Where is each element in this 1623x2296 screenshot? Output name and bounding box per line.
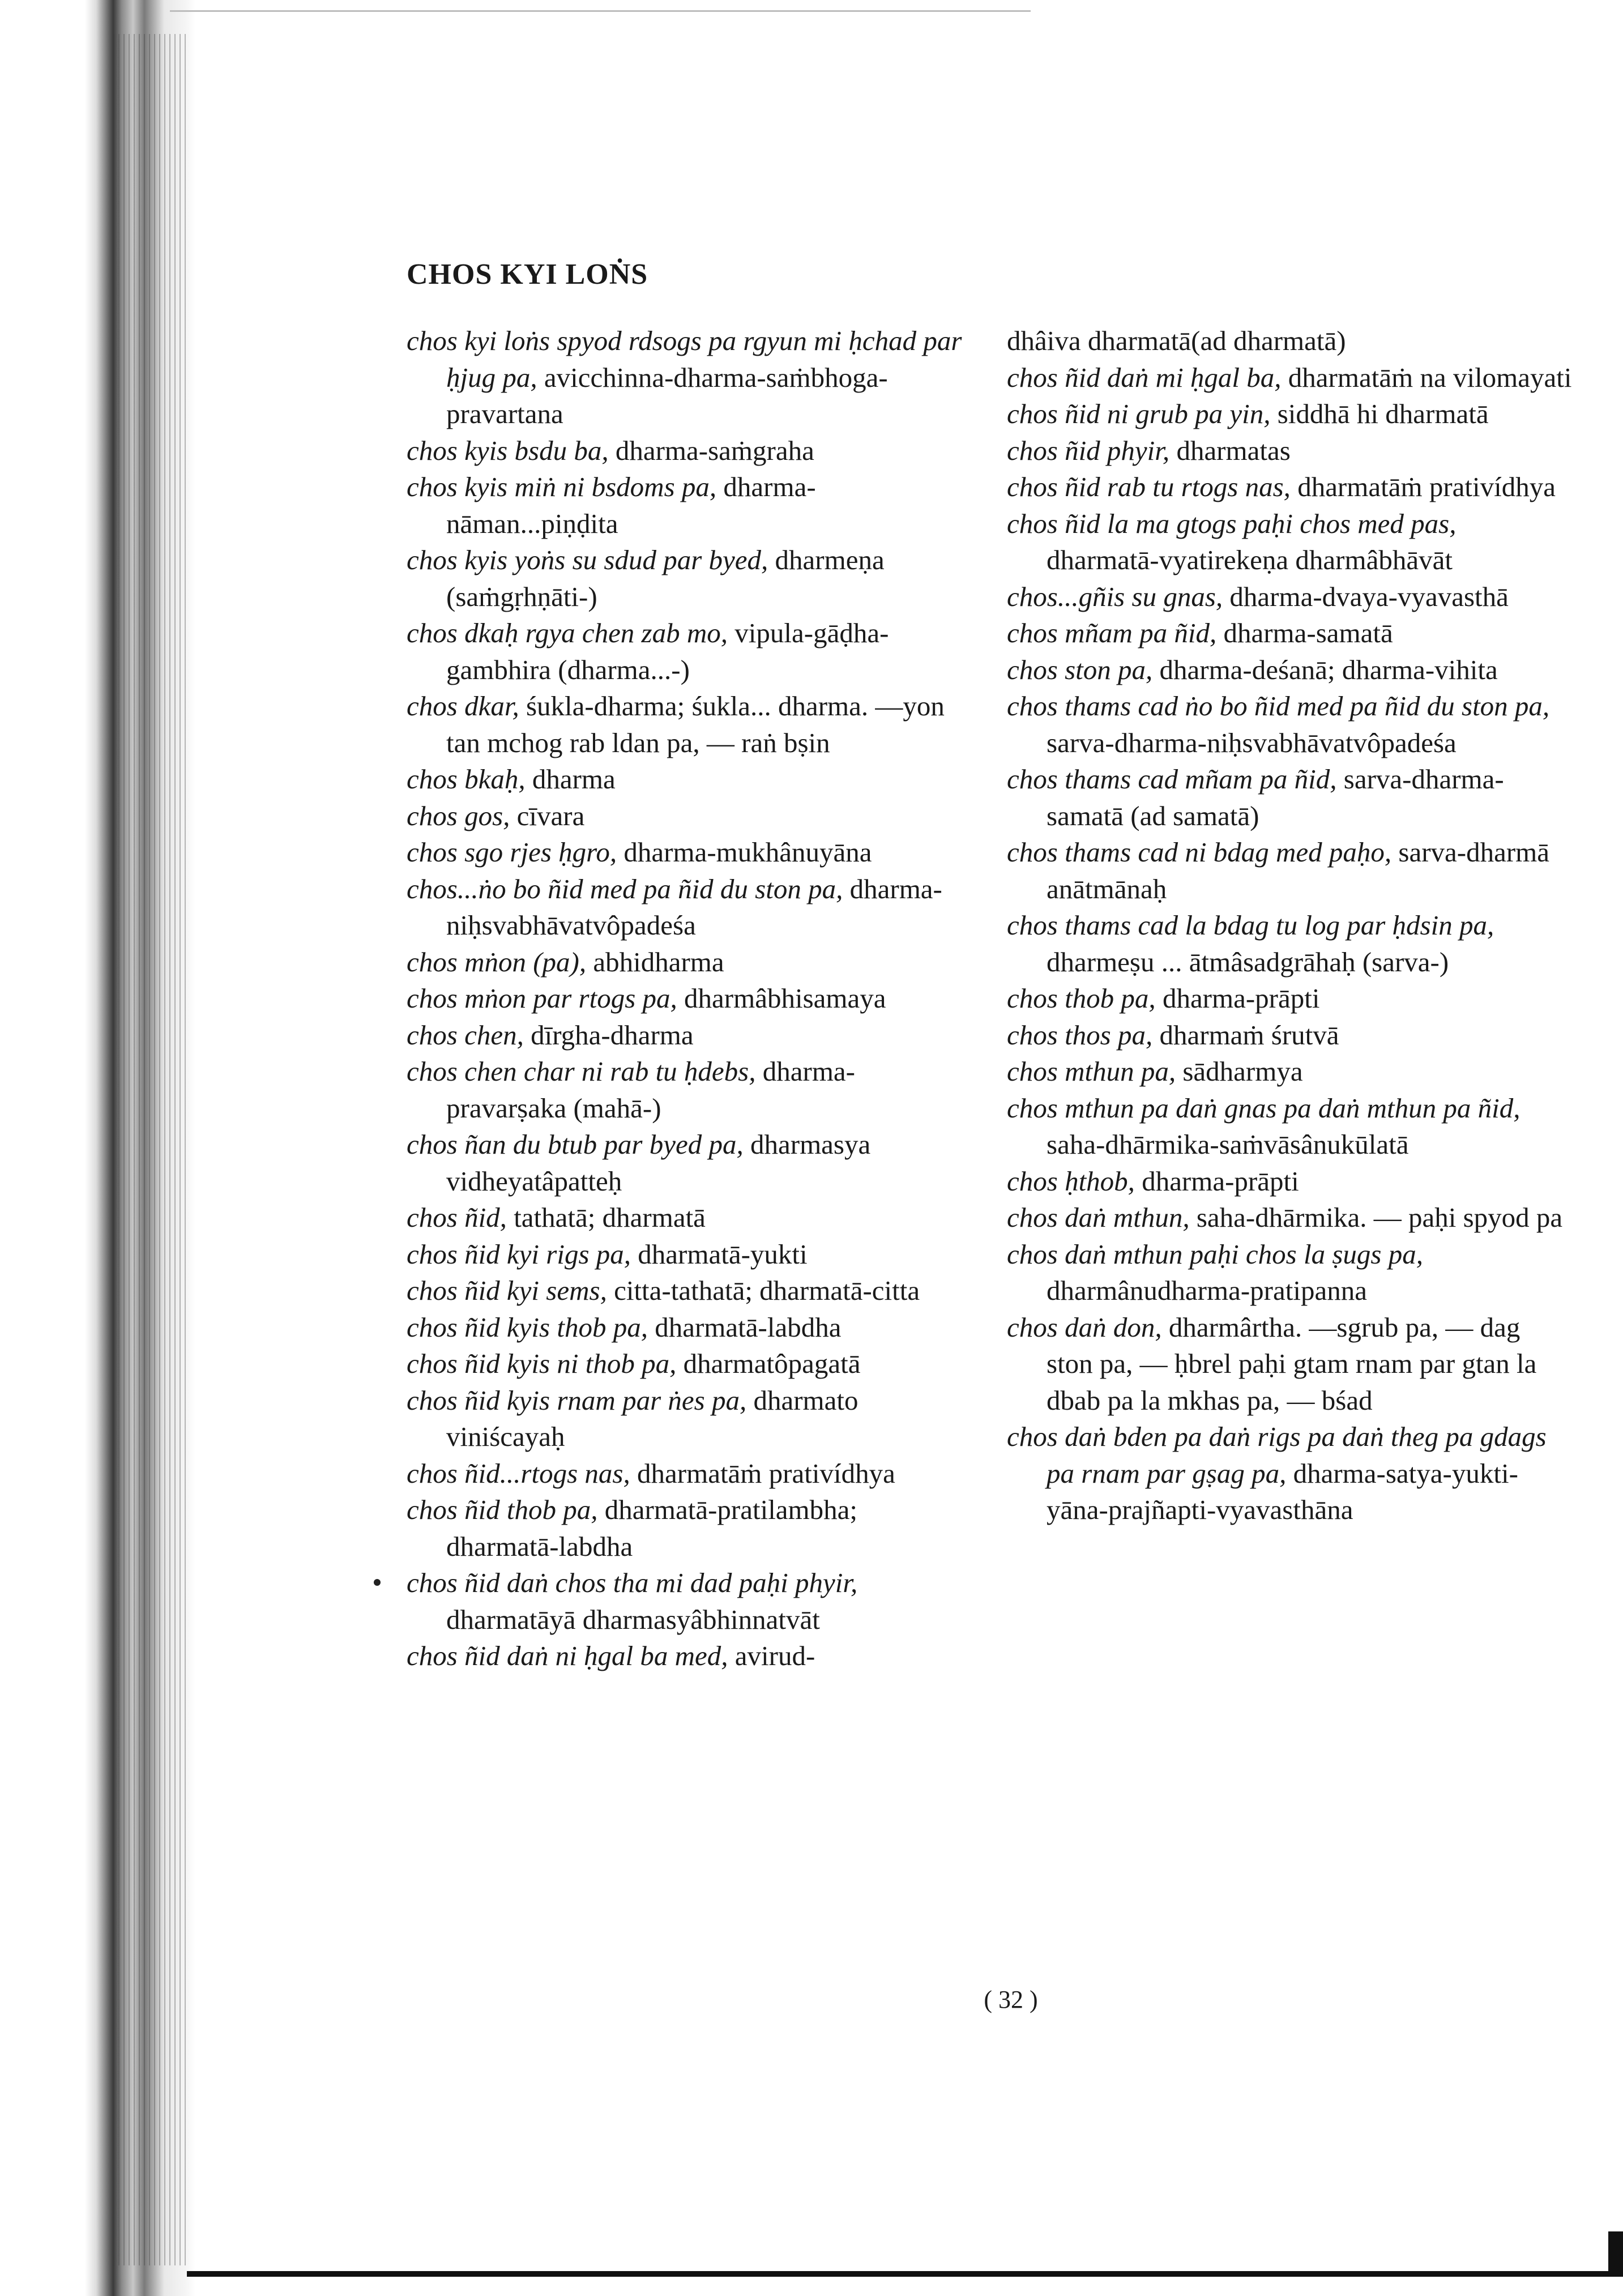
sanskrit-equivalent: dharma-niḥsvabhāvatvôpadeśa bbox=[446, 873, 942, 941]
tibetan-term: chos ḥthob, bbox=[1007, 1165, 1135, 1197]
dictionary-entry bbox=[1007, 1053, 1573, 1090]
dictionary-entry bbox=[407, 469, 973, 542]
tibetan-term: chos kyis miṅ ni bsdoms pa, bbox=[407, 471, 717, 502]
dictionary-entry bbox=[407, 433, 973, 470]
sanskrit-equivalent: dharmatā-pratilambha; dharmatā-labdha bbox=[446, 1494, 858, 1562]
sanskrit-equivalent: dharmatas bbox=[1176, 434, 1291, 466]
sanskrit-equivalent: dharma-pravarṣaka (mahā-) bbox=[446, 1056, 855, 1124]
sanskrit-equivalent: dharma-nāman...piṇḍita bbox=[446, 471, 816, 539]
tibetan-term: chos ñid kyi rigs pa, bbox=[407, 1238, 631, 1270]
dictionary-entry bbox=[407, 1492, 973, 1565]
dictionary-entry bbox=[1007, 1163, 1573, 1200]
tibetan-term: chos thams cad ni bdag med paḥo, bbox=[1007, 837, 1392, 868]
sanskrit-equivalent: dharma-dvaya-vyavasthā bbox=[1229, 581, 1509, 612]
tibetan-term: chos...gñis su gnas, bbox=[1007, 581, 1223, 612]
tibetan-term: chos dkar, bbox=[407, 690, 519, 722]
dictionary-entry bbox=[407, 1200, 973, 1236]
margin-dot bbox=[374, 1579, 381, 1586]
tibetan-term: chos daṅ don, bbox=[1007, 1311, 1162, 1343]
dictionary-entry bbox=[407, 1456, 973, 1492]
dictionary-entry bbox=[407, 615, 973, 688]
sanskrit-equivalent: dhâiva dharmatā(ad dharmatā) bbox=[1007, 325, 1346, 356]
dictionary-entry bbox=[407, 323, 973, 433]
tibetan-term: chos ñid thob pa, bbox=[407, 1494, 598, 1525]
tibetan-term: chos ñid kyis rnam par ṅes pa, bbox=[407, 1384, 747, 1416]
dictionary-entry bbox=[1007, 433, 1573, 470]
dictionary-entry bbox=[407, 688, 973, 761]
tibetan-term: chos daṅ bden pa daṅ rigs pa daṅ theg pa gdags pa rnam par gṣag pa, bbox=[1007, 1421, 1547, 1489]
corner-mark bbox=[1608, 2231, 1623, 2271]
dictionary-entry bbox=[1007, 1017, 1573, 1054]
page-heading: CHOS KYI LOṄS bbox=[407, 258, 648, 291]
sanskrit-equivalent: dharmaṁ śrutvā bbox=[1159, 1019, 1339, 1051]
sanskrit-equivalent: dharma-satya-yukti-yāna-prajñapti-vyavasthāna bbox=[1047, 1457, 1518, 1525]
dictionary-entry bbox=[407, 1638, 973, 1675]
sanskrit-equivalent: dharmâbhisamaya bbox=[684, 983, 886, 1014]
sanskrit-equivalent: dharmato viniścayaḥ bbox=[446, 1384, 859, 1452]
tibetan-term: chos daṅ mthun, bbox=[1007, 1202, 1190, 1233]
tibetan-term: chos ñid kyis ni thob pa, bbox=[407, 1348, 677, 1379]
sanskrit-equivalent: dharma-prāpti bbox=[1142, 1165, 1299, 1197]
tibetan-term: chos ñid daṅ mi ḥgal ba, bbox=[1007, 361, 1282, 393]
sanskrit-equivalent: vipula-gāḍha-gambhira (dharma...-) bbox=[446, 617, 889, 685]
sanskrit-equivalent: abhidharma bbox=[593, 946, 724, 978]
dictionary-entry bbox=[1007, 980, 1573, 1017]
left-column bbox=[407, 323, 973, 1675]
tibetan-term: chos ñid rab tu rtogs nas, bbox=[1007, 471, 1291, 502]
tibetan-term: chos mthun pa daṅ gnas pa daṅ mthun pa ñid, bbox=[1007, 1092, 1521, 1124]
dictionary-entry bbox=[407, 871, 973, 944]
sanskrit-equivalent: dharma-prāpti bbox=[1162, 983, 1320, 1014]
tibetan-term: chos...ṅo bo ñid med pa ñid du ston pa, bbox=[407, 873, 843, 904]
tibetan-term: chos ñan du btub par byed pa, bbox=[407, 1129, 744, 1160]
sanskrit-equivalent: sarva-dharmā anātmānaḥ bbox=[1047, 837, 1550, 904]
dictionary-entry bbox=[1007, 615, 1573, 652]
dictionary-entry bbox=[407, 1273, 973, 1309]
dictionary-entry bbox=[407, 1126, 973, 1200]
right-column bbox=[1007, 323, 1573, 1529]
tibetan-term: chos ñid kyi sems, bbox=[407, 1275, 607, 1306]
dictionary-entry bbox=[407, 798, 973, 835]
dictionary-entry bbox=[407, 1053, 973, 1126]
tibetan-term: chos gos, bbox=[407, 800, 510, 831]
tibetan-term: chos thams cad la bdag tu log par ḥdsin pa, bbox=[1007, 910, 1494, 941]
dictionary-entry bbox=[1007, 652, 1573, 689]
dictionary-entry bbox=[407, 1309, 973, 1346]
sanskrit-equivalent: dharmatôpagatā bbox=[683, 1348, 861, 1379]
tibetan-term: chos kyis bsdu ba, bbox=[407, 434, 609, 466]
sanskrit-equivalent: dharma-saṁgraha bbox=[615, 434, 814, 466]
tibetan-term: chos ñid daṅ chos tha mi dad paḥi phyir, bbox=[407, 1567, 858, 1598]
tibetan-term: chos kyis yoṅs su sdud par byed, bbox=[407, 544, 768, 575]
dictionary-entry bbox=[1007, 506, 1573, 579]
dictionary-entry bbox=[1007, 1090, 1573, 1163]
sanskrit-equivalent: dharmatā-vyatirekeṇa dharmâbhāvāt bbox=[1047, 544, 1453, 575]
sanskrit-equivalent: dharmasya vidheyatâpatteḥ bbox=[446, 1129, 871, 1197]
sanskrit-equivalent: tathatā; dharmatā bbox=[514, 1202, 706, 1233]
tibetan-term: chos kyi loṅs spyod rdsogs pa rgyun mi ḥchad par ḥjug pa, bbox=[407, 325, 962, 393]
sanskrit-equivalent: saha-dhārmika. — paḥi spyod pa bbox=[1196, 1202, 1563, 1233]
tibetan-term: chos mṅon par rtogs pa, bbox=[407, 983, 677, 1014]
page-edges bbox=[113, 34, 187, 2265]
sanskrit-equivalent: dharmatāṁ prativídhya bbox=[637, 1457, 895, 1489]
dictionary-entry bbox=[407, 1017, 973, 1054]
tibetan-term: chos dkaḥ rgya chen zab mo, bbox=[407, 617, 728, 648]
sanskrit-equivalent: sarva-dharma-niḥsvabhāvatvôpadeśa bbox=[1047, 727, 1457, 758]
sanskrit-equivalent: avirud- bbox=[734, 1640, 815, 1671]
tibetan-term: chos ñid la ma gtogs paḥi chos med pas, bbox=[1007, 507, 1457, 539]
sanskrit-equivalent: sādharmya bbox=[1182, 1056, 1303, 1087]
sanskrit-equivalent: dharmeṇa (saṁgṛhṇāti-) bbox=[446, 544, 885, 612]
tibetan-term: chos ston pa, bbox=[1007, 654, 1153, 685]
dictionary-entry bbox=[1007, 761, 1573, 834]
sanskrit-equivalent: śukla-dharma; śukla... dharma. —yon tan mchog rab ldan pa, — raṅ bṣin bbox=[446, 690, 945, 758]
tibetan-term: chos ñid...rtogs nas, bbox=[407, 1457, 630, 1489]
dictionary-entry bbox=[1007, 396, 1573, 433]
dictionary-entry bbox=[1007, 469, 1573, 506]
top-page-edge bbox=[170, 10, 1031, 12]
tibetan-term: chos chen, bbox=[407, 1019, 524, 1051]
tibetan-term: chos ñid kyis thob pa, bbox=[407, 1311, 648, 1343]
sanskrit-equivalent: dharmeṣu ... ātmâsadgrāhaḥ (sarva-) bbox=[1047, 946, 1449, 978]
tibetan-term: chos mñam pa ñid, bbox=[1007, 617, 1217, 648]
sanskrit-equivalent: citta-tathatā; dharmatā-citta bbox=[614, 1275, 920, 1306]
sanskrit-equivalent: dīrgha-dharma bbox=[531, 1019, 694, 1051]
dictionary-entry bbox=[1007, 579, 1573, 616]
tibetan-term: chos ñid, bbox=[407, 1202, 507, 1233]
dictionary-entry bbox=[407, 1382, 973, 1456]
page-number: ( 32 ) bbox=[984, 1986, 1038, 2013]
tibetan-term: chos ñid daṅ ni ḥgal ba med, bbox=[407, 1640, 728, 1671]
tibetan-term: chos chen char ni rab tu ḥdebs, bbox=[407, 1056, 756, 1087]
tibetan-term: chos mṅon (pa), bbox=[407, 946, 587, 978]
tibetan-term: chos thob pa, bbox=[1007, 983, 1156, 1014]
sanskrit-equivalent: dharma-samatā bbox=[1223, 617, 1393, 648]
tibetan-term: chos thams cad ṅo bo ñid med pa ñid du ston pa, bbox=[1007, 690, 1550, 722]
dictionary-entry bbox=[1007, 834, 1573, 907]
sanskrit-equivalent: dharmatāṁ na vilomayati bbox=[1288, 361, 1572, 393]
dictionary-entry bbox=[1007, 360, 1573, 396]
dictionary-entry bbox=[407, 1565, 973, 1638]
sanskrit-equivalent: dharmatā-labdha bbox=[655, 1311, 842, 1343]
tibetan-term: chos thams cad mñam pa ñid, bbox=[1007, 763, 1337, 795]
tibetan-term: chos daṅ mthun paḥi chos la ṣugs pa, bbox=[1007, 1238, 1423, 1270]
sanskrit-equivalent: dharmatā-yukti bbox=[638, 1238, 808, 1270]
bottom-page-edge bbox=[187, 2271, 1623, 2277]
tibetan-term: chos mthun pa, bbox=[1007, 1056, 1176, 1087]
dictionary-entry bbox=[407, 980, 973, 1017]
dictionary-entry bbox=[407, 542, 973, 615]
sanskrit-equivalent: dharmatāyā dharmasyâbhinnatvāt bbox=[446, 1603, 820, 1635]
sanskrit-equivalent: dharma-mukhânuyāna bbox=[623, 837, 872, 868]
sanskrit-equivalent: siddhā hi dharmatā bbox=[1277, 398, 1489, 429]
sanskrit-equivalent: saha-dhārmika-saṁvāsânukūlatā bbox=[1047, 1129, 1409, 1160]
dictionary-entry bbox=[1007, 1200, 1573, 1236]
tibetan-term: chos ñid phyir, bbox=[1007, 434, 1170, 466]
dictionary-entry bbox=[1007, 1419, 1573, 1529]
sanskrit-equivalent: sarva-dharma-samatā (ad samatā) bbox=[1047, 763, 1504, 831]
tibetan-term: chos sgo rjes ḥgro, bbox=[407, 837, 617, 868]
dictionary-entry bbox=[407, 761, 973, 798]
dictionary-entry bbox=[1007, 1236, 1573, 1309]
sanskrit-equivalent: avicchinna-dharma-saṁbhoga-pravartana bbox=[446, 361, 888, 429]
sanskrit-equivalent: dharma-deśanā; dharma-vihita bbox=[1159, 654, 1498, 685]
tibetan-term: chos thos pa, bbox=[1007, 1019, 1153, 1051]
sanskrit-equivalent: dharmânudharma-pratipanna bbox=[1047, 1275, 1367, 1306]
sanskrit-equivalent: cīvara bbox=[516, 800, 585, 831]
dictionary-entry bbox=[407, 834, 973, 871]
tibetan-term: chos ñid ni grub pa yin, bbox=[1007, 398, 1271, 429]
sanskrit-equivalent: dharmârtha. —sgrub pa, — dag ston pa, — ḥbrel paḥi gtam rnam par gtan la dbab pa la mkhas pa, — bśad bbox=[1047, 1311, 1537, 1416]
dictionary-entry bbox=[1007, 688, 1573, 761]
dictionary-entry bbox=[407, 1236, 973, 1273]
dictionary-entry bbox=[407, 1346, 973, 1382]
dictionary-entry bbox=[407, 944, 973, 981]
sanskrit-equivalent: dharmatāṁ prativídhya bbox=[1297, 471, 1556, 502]
dictionary-entry bbox=[1007, 323, 1573, 360]
tibetan-term: chos bkaḥ, bbox=[407, 763, 526, 795]
dictionary-entry bbox=[1007, 907, 1573, 980]
sanskrit-equivalent: dharma bbox=[532, 763, 616, 795]
dictionary-entry bbox=[1007, 1309, 1573, 1419]
